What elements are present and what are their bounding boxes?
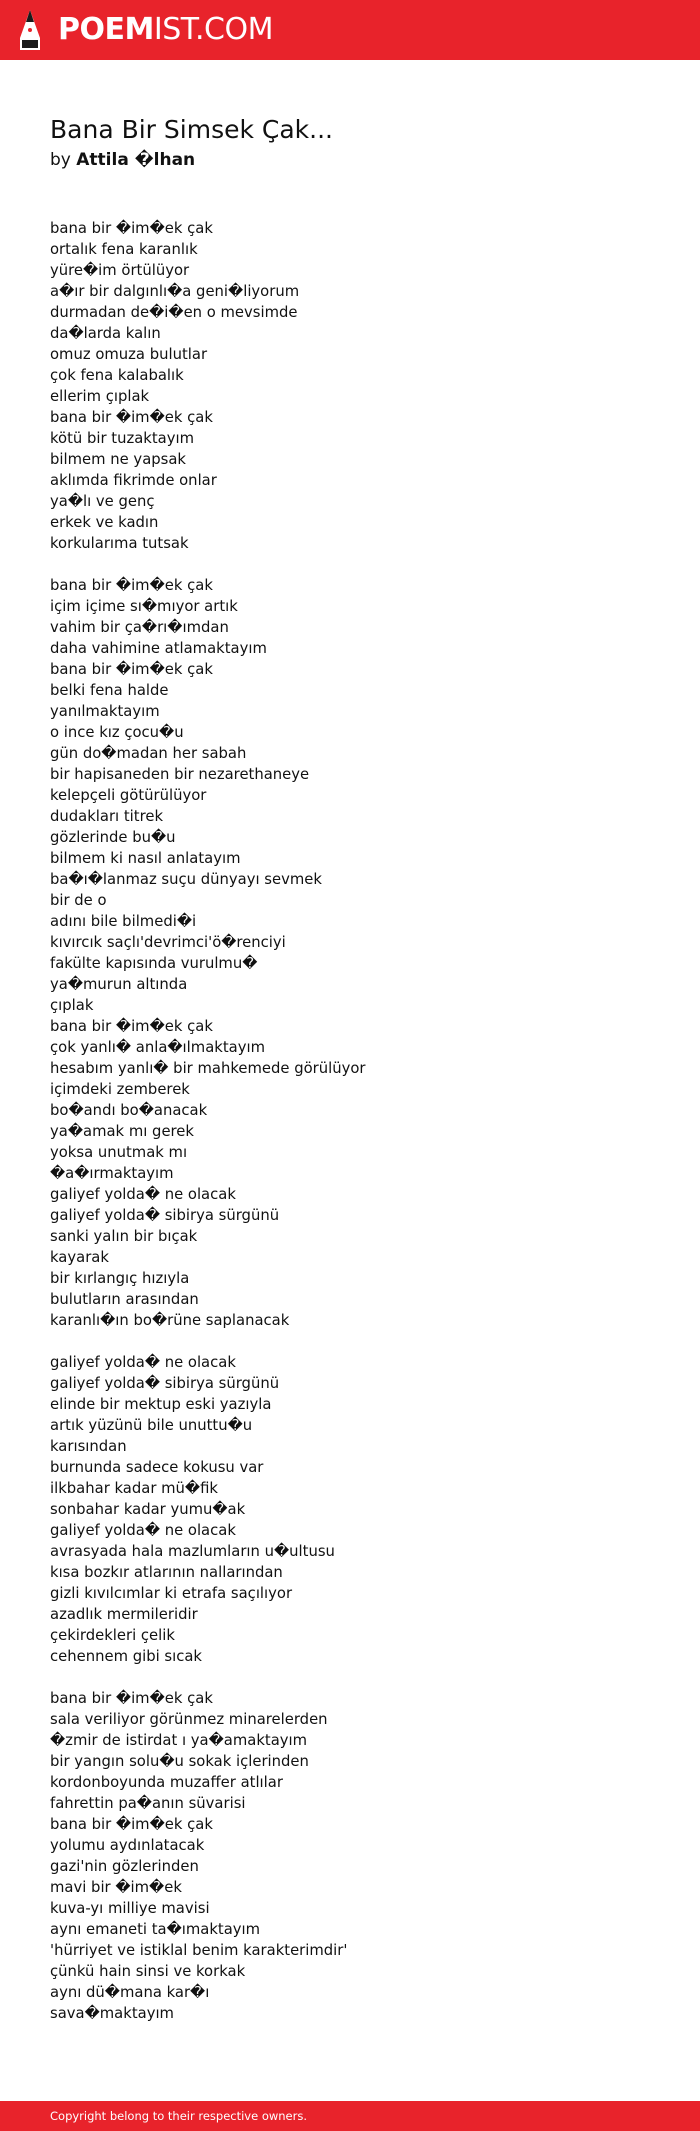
poem-line: da�larda kalın [50, 325, 161, 342]
poem-line: sanki yalın bir bıçak [50, 1228, 198, 1245]
poem-line: elinde bir mektup eski yazıyla [50, 1396, 272, 1413]
poem-line: bulutların arasından [50, 1291, 199, 1308]
poem-body [50, 218, 650, 2024]
poem-line: galiyef yolda� ne olacak [50, 1186, 236, 1203]
pen-nib-icon [16, 8, 44, 52]
site-logo[interactable] [16, 8, 273, 52]
poem-line: galiyef yolda� sibirya sürgünü [50, 1375, 280, 1392]
poem-line: avrasyada hala mazlumların u�ultusu [50, 1543, 335, 1560]
poem-line: hesabım yanlı� bir mahkemede görülüyor [50, 1060, 366, 1077]
poem-line: daha vahimine atlamaktayım [50, 640, 267, 657]
poem-line: sonbahar kadar yumu�ak [50, 1501, 246, 1518]
poem-line: dudakları titrek [50, 808, 164, 825]
poem-line: bir yangın solu�u sokak içlerinden [50, 1753, 309, 1770]
poem-line: bana bir �im�ek çak [50, 661, 213, 678]
poem-line: kordonboyunda muzaffer atlılar [50, 1774, 283, 1791]
poem-line: durmadan de�i�en o mevsimde [50, 304, 298, 321]
poem-line: sala veriliyor görünmez minarelerden [50, 1711, 328, 1728]
poem-line: bilmem ki nasıl anlatayım [50, 850, 241, 867]
poem-line: bana bir �im�ek çak [50, 1816, 213, 1833]
poem-line: belki fena halde [50, 682, 169, 699]
poem-line: ya�lı ve genç [50, 493, 155, 510]
poem-line: sava�maktayım [50, 2005, 174, 2022]
poem-line: kıvırcık saçlı'devrimci'ö�renciyi [50, 934, 286, 951]
poem-line: burnunda sadece kokusu var [50, 1459, 264, 1476]
poem-line: fahrettin pa�anın süvarisi [50, 1795, 246, 1812]
poem-line: bana bir �im�ek çak [50, 409, 213, 426]
poem-line: yoksa unutmak mı [50, 1144, 188, 1161]
brand-bold: POEM [58, 12, 154, 47]
poem-line: gizli kıvılcımlar ki etrafa saçılıyor [50, 1585, 293, 1602]
poem-line: ya�murun altında [50, 976, 188, 993]
poem-line: çıplak [50, 997, 94, 1014]
poem-line: bana bir �im�ek çak [50, 1690, 213, 1707]
poem-line: �zmir de istirdat ı ya�amaktayım [50, 1732, 308, 1749]
poem-line: karısından [50, 1438, 127, 1455]
stanza-break [50, 554, 650, 575]
poem-line: ba�ı�lanmaz suçu dünyayı sevmek [50, 871, 322, 888]
poem-line: bir de o [50, 892, 107, 909]
poem-line: azadlık mermileridir [50, 1606, 198, 1623]
poem-line: cehennem gibi sıcak [50, 1648, 203, 1665]
poem-line: gazi'nin gözlerinden [50, 1858, 199, 1875]
stanza-break [50, 1667, 650, 1688]
poem-line: gün do�madan her sabah [50, 745, 247, 762]
poem-line: yanılmaktayım [50, 703, 160, 720]
poem-line: bir kırlangıç hızıyla [50, 1270, 190, 1287]
poem-line: içimdeki zemberek [50, 1081, 190, 1098]
stanza-break [50, 1331, 650, 1352]
poem-line: ya�amak mı gerek [50, 1123, 194, 1140]
poem-line: omuz omuza bulutlar [50, 346, 208, 363]
byline [50, 148, 650, 172]
poem-line: içim içime sı�mıyor artık [50, 598, 238, 615]
site-footer [0, 2101, 700, 2131]
poem-line: bana bir �im�ek çak [50, 220, 213, 237]
poem-line: bo�andı bo�anacak [50, 1102, 208, 1119]
poem-line: kayarak [50, 1249, 109, 1266]
poem-line: galiyef yolda� sibirya sürgünü [50, 1207, 280, 1224]
poem-line: yolumu aydınlatacak [50, 1837, 205, 1854]
by-label: by [50, 150, 71, 170]
site-header [0, 0, 700, 60]
poem-line: aklımda fikrimde onlar [50, 472, 217, 489]
poem-title: Bana Bir Simsek Çak... [50, 115, 333, 144]
poem-line: galiyef yolda� ne olacak [50, 1522, 236, 1539]
poem-line: ilkbahar kadar mü�fik [50, 1480, 218, 1497]
poem-line: yüre�im örtülüyor [50, 262, 190, 279]
poem-line: a�ır bir dalgınlı�a geni�liyorum [50, 283, 300, 300]
poem-line: bana bir �im�ek çak [50, 577, 213, 594]
poem-line: gözlerinde bu�u [50, 829, 176, 846]
poem-line: �a�ırmaktayım [50, 1165, 174, 1182]
poem-line: erkek ve kadın [50, 514, 159, 531]
poem-line: kötü bir tuzaktayım [50, 430, 195, 447]
poem-line: adını bile bilmedi�i [50, 913, 197, 930]
poem-line: çok yanlı� anla�ılmaktayım [50, 1039, 265, 1056]
poem-line: vahim bir ça�rı�ımdan [50, 619, 229, 636]
poem-line: artık yüzünü bile unuttu�u [50, 1417, 253, 1434]
author-name[interactable]: Attila �lhan [76, 150, 196, 170]
site-name [58, 8, 273, 52]
poem-line: bana bir �im�ek çak [50, 1018, 213, 1035]
poem-line: o ince kız çocu�u [50, 724, 184, 741]
poem-line: kelepçeli götürülüyor [50, 787, 207, 804]
poem-line: ellerim çıplak [50, 388, 150, 405]
poem-line: bir hapisaneden bir nezarethaneye [50, 766, 310, 783]
poem-header [50, 112, 650, 172]
poem-line: çok fena kalabalık [50, 367, 184, 384]
poem-line: bilmem ne yapsak [50, 451, 186, 468]
poem-line: korkularıma tutsak [50, 535, 189, 552]
poem-line: galiyef yolda� ne olacak [50, 1354, 236, 1371]
copyright-text: Copyright belong to their respective owners. [50, 2109, 308, 2123]
poem-line: kısa bozkır atlarının nallarından [50, 1564, 283, 1581]
brand-light: IST.COM [153, 12, 273, 47]
poem-line: kuva-yı milliye mavisi [50, 1900, 210, 1917]
poem-line: aynı dü�mana kar�ı [50, 1984, 210, 2001]
poem-line: mavi bir �im�ek [50, 1879, 182, 1896]
poem-line: aynı emaneti ta�ımaktayım [50, 1921, 261, 1938]
poem-line: çekirdekleri çelik [50, 1627, 175, 1644]
poem-line: karanlı�ın bo�rüne saplanacak [50, 1312, 290, 1329]
poem-line: çünkü hain sinsi ve korkak [50, 1963, 246, 1980]
poem-line: 'hürriyet ve istiklal benim karakterimdir' [50, 1942, 348, 1959]
poem-line: fakülte kapısında vurulmu� [50, 955, 258, 972]
poem-line: ortalık fena karanlık [50, 241, 198, 258]
